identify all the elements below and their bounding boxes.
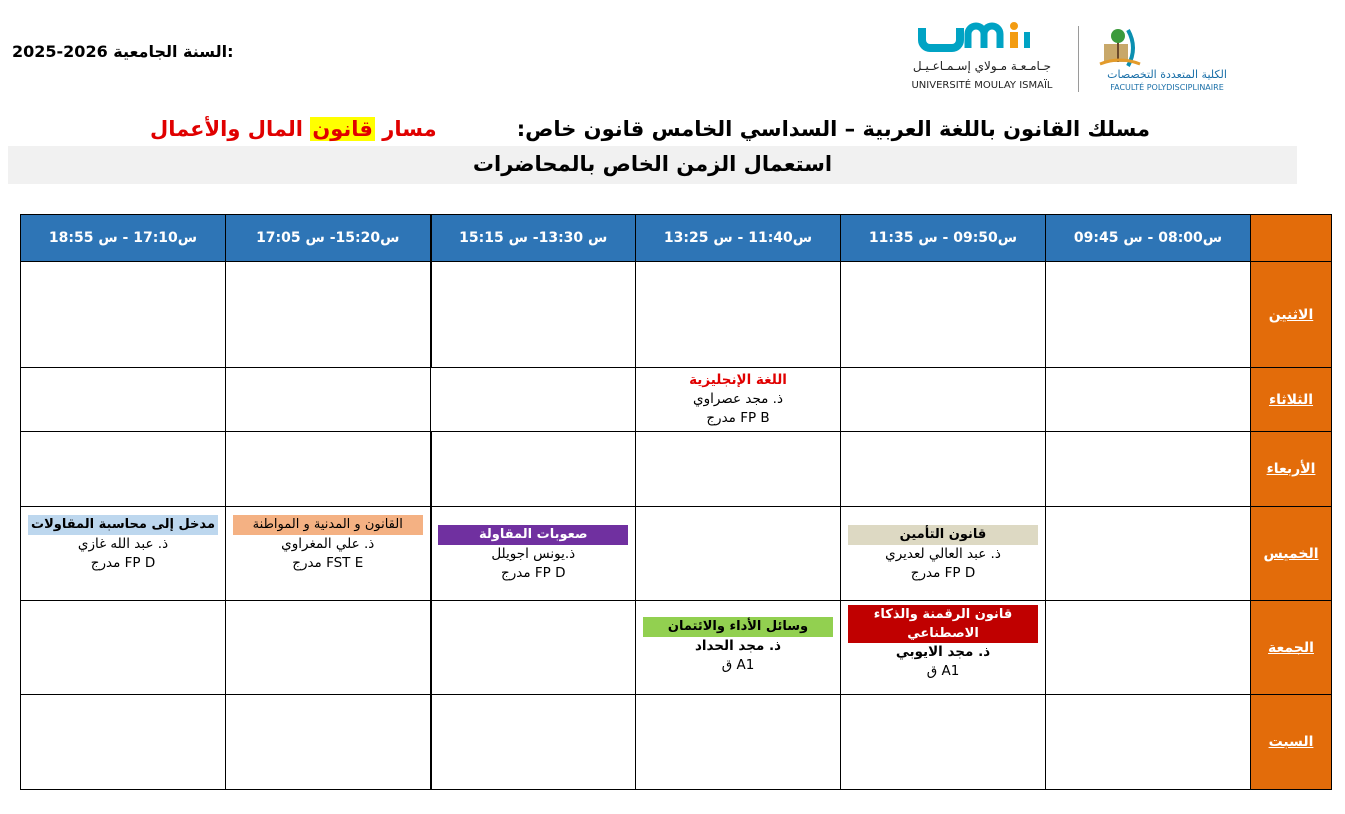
cell: [431, 601, 636, 695]
row-saturday: [21, 695, 1332, 790]
cell: [226, 262, 431, 368]
row-thursday: [21, 507, 1332, 601]
cell: [21, 368, 226, 432]
cell: [21, 432, 226, 507]
room-name: ق A1: [926, 663, 960, 679]
fp-logo: [1092, 22, 1242, 94]
professor-name: ذ. مجد عصراوي: [693, 391, 783, 407]
program-title: مسلك القانون باللغة العربية – السداسي الخامس قانون خاص:: [516, 117, 1150, 141]
slot-6-header: س17:10 - س 18:55: [21, 215, 226, 262]
course-cell-digital: [841, 601, 1046, 695]
room-name: ق A1: [721, 657, 755, 673]
course-name: اللغة الإنجليزية: [689, 372, 787, 388]
cell: [841, 695, 1046, 790]
cell: [636, 262, 841, 368]
course-cell-accounting: [21, 507, 226, 601]
professor-name: ذ. علي المغراوي: [281, 536, 375, 552]
cell: [226, 432, 431, 507]
course-cell-english: [636, 368, 841, 432]
track-prefix: مسار: [382, 117, 437, 141]
academic-year-value: 2025-2026: [12, 42, 108, 61]
slot-3-header: س11:40 - س 13:25: [636, 215, 841, 262]
cell: [1046, 507, 1251, 601]
professor-name: ذ.يونس اجويلل: [491, 545, 576, 562]
day-wednesday: الأربعاء: [1251, 432, 1332, 507]
day-monday: الاثنين: [1251, 262, 1332, 368]
umi-logo-latin: UNIVERSITÉ MOULAY ISMAÏL: [911, 80, 1053, 91]
room-name: مدرج FP D: [90, 555, 156, 571]
slot-4-header: س 13:30- س 15:15: [431, 215, 636, 262]
course-cell-civic: [226, 507, 431, 601]
logo-divider: [1078, 26, 1079, 92]
cell: [21, 262, 226, 368]
cell: [431, 695, 636, 790]
academic-year: [12, 42, 233, 61]
cell: [226, 601, 431, 695]
cell: [1046, 368, 1251, 432]
cell: [431, 432, 636, 507]
course-name: قانون التأمين: [848, 525, 1038, 545]
cell: [1046, 432, 1251, 507]
timetable-header-row: [21, 215, 1332, 262]
row-friday: [21, 601, 1332, 695]
fp-logo-latin: FACULTÉ POLYDISCIPLINAIRE: [1110, 83, 1224, 92]
day-friday: الجمعة: [1251, 601, 1332, 695]
cell: [841, 262, 1046, 368]
slot-5-header: س15:20- س 17:05: [226, 215, 431, 262]
cell: [21, 695, 226, 790]
professor-name: ذ. عبد الله غازي: [77, 536, 169, 552]
course-name: قانون الرقمنة والذكاء الاصطناعي: [848, 605, 1038, 643]
row-tuesday: [21, 368, 1332, 432]
professor-name: ذ. مجد الحداد: [694, 638, 782, 654]
cell: [431, 262, 636, 368]
cell: [431, 368, 636, 432]
timetable-subtitle: استعمال الزمن الخاص بالمحاضرات: [8, 146, 1297, 184]
room-name: مدرج FP D: [501, 564, 566, 581]
cell: [21, 601, 226, 695]
slot-2-header: س09:50 - س 11:35: [841, 215, 1046, 262]
track-highlight: قانون: [312, 117, 373, 141]
room-name: مدرج FST E: [292, 555, 364, 571]
course-cell-insurance: [841, 507, 1046, 601]
cell: [636, 695, 841, 790]
umi-logo-arabic: جـامـعـة مـولاي إسـمـاعـيـل: [912, 59, 1052, 73]
day-saturday: السبت: [1251, 695, 1332, 790]
cell: [636, 507, 841, 601]
cell: [636, 432, 841, 507]
cell: [1046, 601, 1251, 695]
cell: [226, 368, 431, 432]
cell: [841, 432, 1046, 507]
day-tuesday: الثلاثاء: [1251, 368, 1332, 432]
day-thursday: الخميس: [1251, 507, 1332, 601]
cell: [841, 368, 1046, 432]
fp-logo-arabic: الكلية المتعددة التخصصات: [1107, 68, 1227, 81]
course-name: وسائل الأداء والائتمان: [643, 617, 833, 637]
course-cell-payment: [636, 601, 841, 695]
course-name: مدخل إلى محاسبة المقاولات: [28, 515, 218, 535]
cell: [1046, 695, 1251, 790]
cell: [226, 695, 431, 790]
cell: [1046, 262, 1251, 368]
course-name: صعوبات المقاولة: [438, 525, 628, 545]
program-track: [150, 112, 437, 146]
timetable: [20, 214, 1332, 790]
umi-logo: [900, 22, 1065, 94]
room-name: مدرج FP B: [706, 410, 770, 426]
course-name: القانون و المدنية و المواطنة: [233, 515, 423, 535]
corner-cell: [1251, 215, 1332, 262]
track-suffix: المال والأعمال: [150, 117, 303, 141]
slot-1-header: س08:00 - س 09:45: [1046, 215, 1251, 262]
professor-name: ذ. عبد العالي لعديري: [885, 545, 1001, 562]
academic-year-label: السنة الجامعية:: [113, 42, 234, 61]
room-name: مدرج FP D: [910, 564, 976, 581]
course-cell-difficulties: [431, 507, 636, 601]
professor-name: ذ. مجد الايوبي: [895, 644, 991, 660]
row-wednesday: [21, 432, 1332, 507]
row-monday: [21, 262, 1332, 368]
